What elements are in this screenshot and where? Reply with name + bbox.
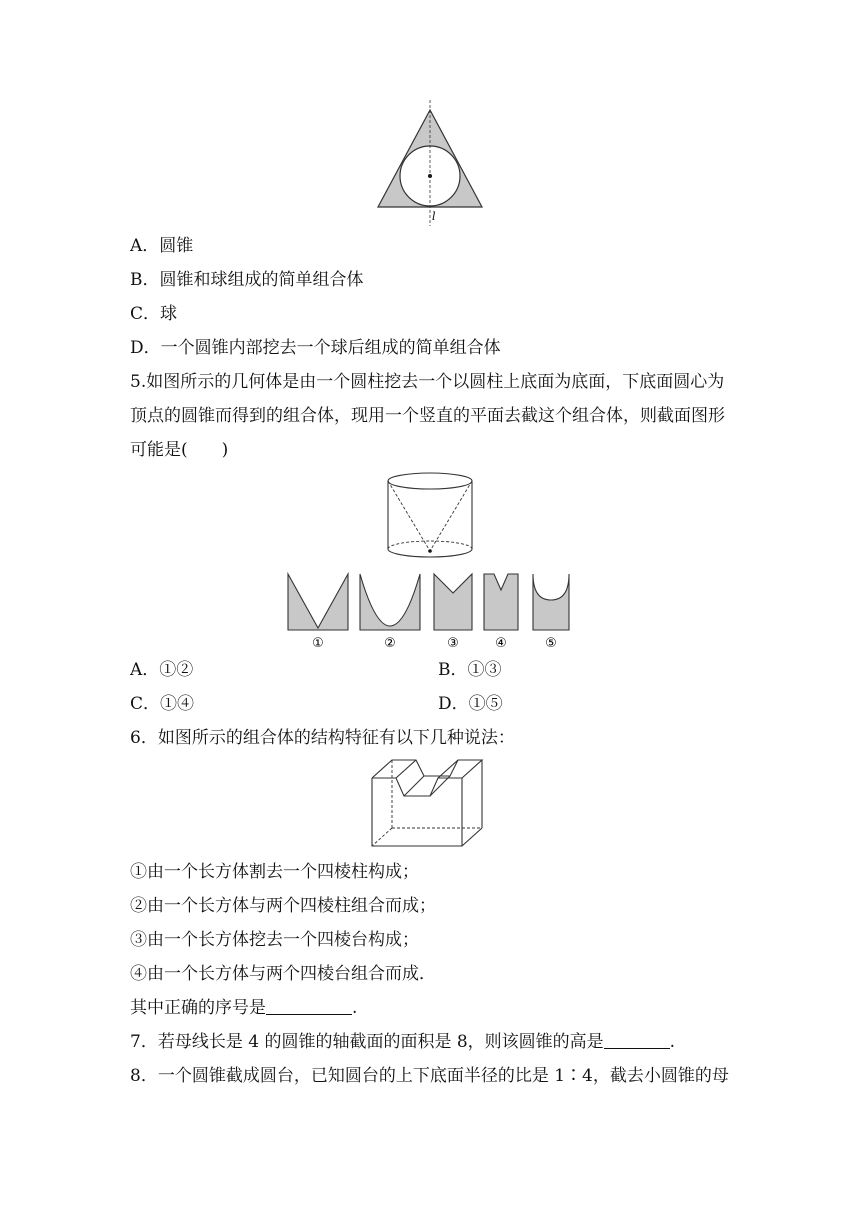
cylinder-top-ellipse xyxy=(388,473,472,489)
q6-statement-3: ③由一个长方体挖去一个四棱台构成； xyxy=(130,930,419,950)
q7-stem xyxy=(130,1030,675,1054)
section-label-5: ⑤ xyxy=(545,636,557,651)
section-label-2: ② xyxy=(384,636,396,651)
q6-stem: 6．如图所示的组合体的结构特征有以下几种说法： xyxy=(130,728,515,748)
q4-option-a: A．圆锥 xyxy=(130,236,194,256)
cylinder-cone-figure xyxy=(382,470,478,562)
cone-apex xyxy=(428,549,432,553)
q6-question-end: . xyxy=(352,998,358,1018)
cylinder-bottom-back xyxy=(388,541,472,549)
cone-sphere-figure xyxy=(372,100,488,232)
section-5 xyxy=(533,574,569,630)
q4-option-c: C．球 xyxy=(130,304,178,324)
q7-stem-text: 7．若母线长是 4 的圆锥的轴截面的面积是 8，则该圆锥的高是 xyxy=(130,1032,604,1052)
q4-option-b: B．圆锥和球组成的简单组合体 xyxy=(130,270,364,290)
q6-statement-1: ①由一个长方体割去一个四棱柱构成； xyxy=(130,862,419,882)
section-2 xyxy=(360,574,420,630)
axis-label: l xyxy=(432,210,436,223)
q5-option-d: D．①⑤ xyxy=(438,694,503,714)
notched-cuboid-figure xyxy=(366,756,492,852)
q5-stem-line1: 5.如图所示的几何体是由一个圆柱挖去一个以圆柱上底面为底面，下底面圆心为 xyxy=(130,372,725,392)
cross-sections-figure xyxy=(284,570,584,652)
section-label-4: ④ xyxy=(495,636,507,651)
q8-stem: 8．一个圆锥截成圆台，已知圆台的上下底面半径的比是 1∶4，截去小圆锥的母 xyxy=(130,1066,729,1086)
q6-question-text: 其中正确的序号是 xyxy=(130,998,266,1018)
q4-option-d: D．一个圆锥内部挖去一个球后组成的简单组合体 xyxy=(130,338,501,358)
section-3 xyxy=(434,574,472,630)
cone-left-generatrix xyxy=(388,481,430,551)
q7-answer-blank[interactable] xyxy=(604,1030,670,1049)
section-1 xyxy=(288,574,348,630)
q6-answer-blank[interactable] xyxy=(266,996,352,1015)
q6-statement-2: ②由一个长方体与两个四棱柱组合而成； xyxy=(130,896,436,916)
hidden-edges xyxy=(372,760,482,846)
q5-option-c: C．①④ xyxy=(130,694,195,714)
q6-statement-4: ④由一个长方体与两个四棱台组合而成． xyxy=(130,964,436,984)
section-label-3: ③ xyxy=(447,636,459,651)
q7-stem-end: . xyxy=(669,1032,676,1052)
section-4 xyxy=(484,574,518,630)
q5-stem-line2: 顶点的圆锥而得到的组合体，现用一个竖直的平面去截这个组合体，则截面图形 xyxy=(130,406,725,426)
q6-question xyxy=(130,996,357,1020)
cone-right-generatrix xyxy=(430,481,472,551)
q5-option-b: B．①③ xyxy=(438,660,502,680)
q5-stem-line3: 可能是( ) xyxy=(130,440,229,460)
section-label-1: ① xyxy=(312,636,324,651)
cuboid-edges xyxy=(372,760,482,846)
q5-option-a: A．①② xyxy=(130,660,194,680)
